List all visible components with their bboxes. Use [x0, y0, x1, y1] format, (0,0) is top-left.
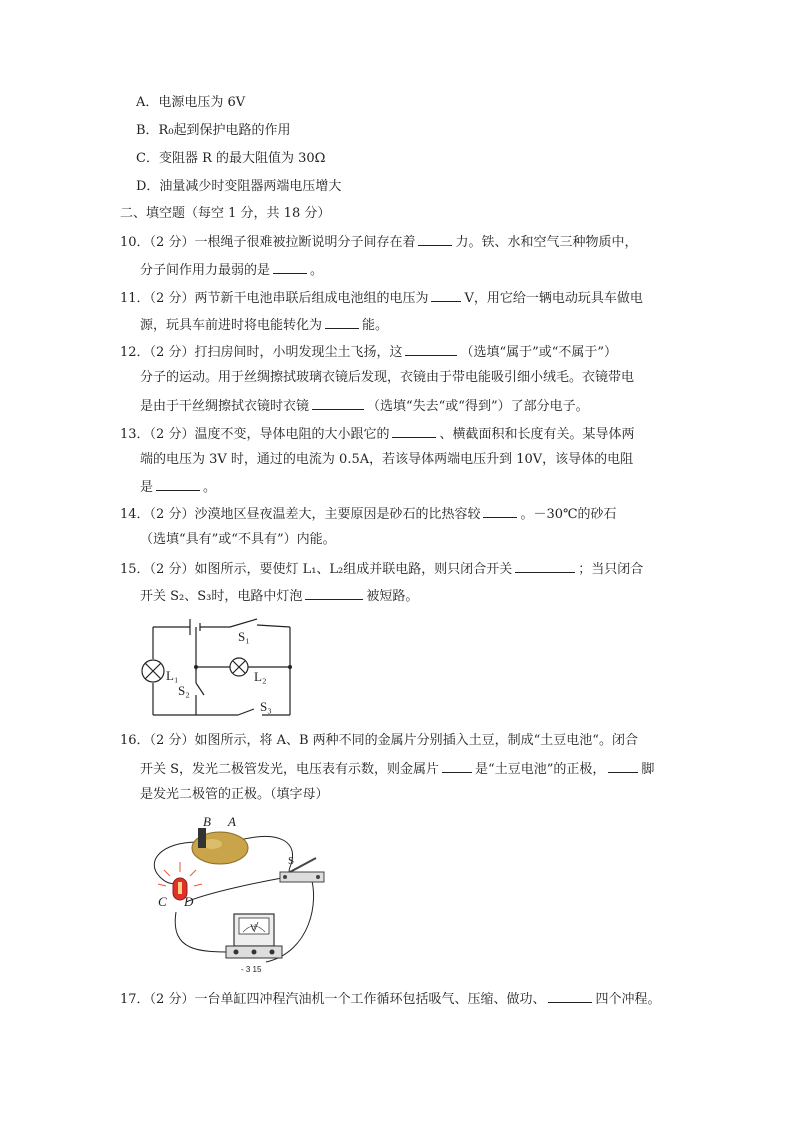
answer-blank[interactable]: [392, 423, 436, 438]
answer-blank[interactable]: [418, 231, 452, 246]
question-17-line1: 17．（2 分）一台单缸四冲程汽油机一个工作循环包括吸气、压缩、做功、 四个冲程。: [120, 988, 660, 1010]
label-a: A: [228, 814, 236, 829]
question-13-line3: 是 。: [140, 476, 216, 498]
question-12-line3: 是由于干丝绸擦拭衣镜时衣镜 （选填“失去“或“得到”）了部分电子。: [140, 395, 589, 417]
answer-blank[interactable]: [273, 259, 307, 274]
label-c: C: [158, 894, 167, 909]
answer-blank[interactable]: [305, 585, 363, 600]
lamp-l2-icon: [230, 658, 248, 676]
answer-blank[interactable]: [608, 758, 638, 773]
choice-a: A．电源电压为 6V: [136, 95, 246, 110]
voltmeter-terminals: - 3 15: [241, 965, 262, 974]
label-v: V: [250, 923, 257, 933]
question-16-line3: 是发光二极管的正极。（填字母）: [140, 787, 329, 802]
question-14-line1: 14．（2 分）沙漠地区昼夜温差大，主要原因是砂石的比热容较 。－30℃的砂石: [120, 503, 617, 525]
label-s: S: [288, 855, 295, 867]
answer-blank[interactable]: [442, 758, 472, 773]
answer-blank[interactable]: [156, 476, 200, 491]
question-10-line2: 分子间作用力最弱的是 。: [140, 259, 323, 281]
question-12-line2: 分子的运动。用于丝绸擦拭玻璃衣镜后发现，衣镜由于带电能吸引细小绒毛。衣镜带电: [140, 370, 635, 385]
potato-icon: [192, 828, 248, 864]
label-s2: S₂: [178, 683, 190, 698]
choice-b: B．R₀起到保护电路的作用: [136, 123, 291, 138]
label-b: B: [203, 814, 211, 829]
choice-c: C．变阻器 R 的最大阻值为 30Ω: [136, 151, 326, 166]
answer-blank[interactable]: [515, 558, 575, 573]
question-12-line1: 12．（2 分）打扫房间时，小明发现尘土飞扬，这 （选填“属于”或“不属于”）: [120, 341, 617, 363]
question-11-line1: 11．（2 分）两节新干电池串联后组成电池组的电压为 V，用它给一辆电动玩具车做电: [120, 287, 643, 309]
question-14-line2: （选填“具有”或“不具有”）内能。: [140, 532, 336, 547]
circuit-diagram-q15: [130, 615, 310, 725]
answer-blank[interactable]: [483, 503, 517, 518]
label-l1: L₁: [166, 668, 179, 683]
answer-blank[interactable]: [312, 395, 364, 410]
label-l2: L₂: [254, 669, 267, 684]
answer-blank[interactable]: [548, 988, 592, 1003]
question-10-line1: 10．（2 分）一根绳子很难被拉断说明分子间存在着 力。铁、水和空气三种物质中，: [120, 231, 637, 253]
answer-blank[interactable]: [405, 341, 457, 356]
question-15-line2: 开关 S₂、S₃时，电路中灯泡 被短路。: [140, 585, 418, 607]
voltmeter-icon: [226, 914, 282, 958]
question-13-line2: 端的电压为 3V 时，通过的电流为 0.5A，若该导体两端电压升到 10V，该导体的电阻: [140, 452, 634, 467]
question-15-line1: 15．（2 分）如图所示，要使灯 L₁、L₂组成并联电路，则只闭合开关 ；当只闭合: [120, 558, 643, 580]
answer-blank[interactable]: [325, 314, 359, 329]
question-13-line1: 13．（2 分）温度不变，导体电阻的大小跟它的 、横截面积和长度有关。某导体两: [120, 423, 634, 445]
lamp-l1-icon: [142, 660, 164, 682]
switch-s-icon: [280, 858, 324, 882]
potato-battery-diagram: [140, 812, 340, 982]
question-16-line2: 开关 S，发光二极管发光，电压表有示数，则金属片 是“土豆电池”的正极， 脚: [140, 758, 654, 780]
question-16-line1: 16．（2 分）如图所示，将 A、B 两种不同的金属片分别插入土豆，制成“土豆电池“。闭合: [120, 733, 638, 748]
label-d: D: [184, 894, 194, 909]
choice-d: D．油量减少时变阻器两端电压增大: [136, 179, 342, 194]
question-11-line2: 源，玩具车前进时将电能转化为 能。: [140, 314, 388, 336]
section-title: 二、填空题（每空 1 分，共 18 分）: [120, 206, 331, 221]
label-s1: S₁: [238, 629, 250, 644]
label-s3: S₃: [260, 699, 272, 714]
answer-blank[interactable]: [431, 287, 461, 302]
